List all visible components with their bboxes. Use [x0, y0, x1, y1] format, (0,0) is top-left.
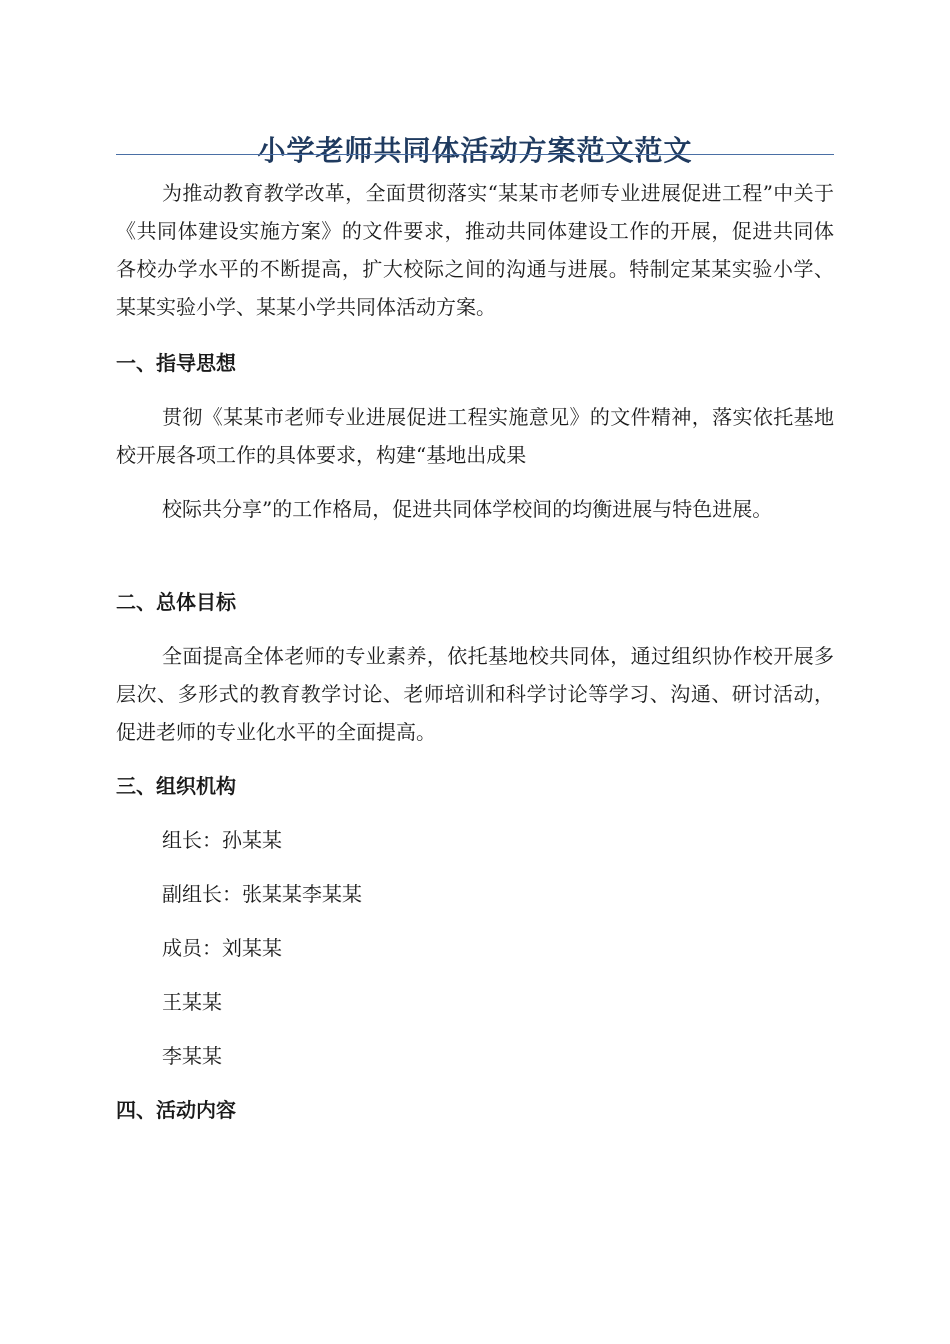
intro-paragraph: 为推动教育教学改革，全面贯彻落实“某某市老师专业进展促进工程”中关于《共同体建设实施方案》的文件要求，推动共同体建设工作的开展，促进共同体各校办学水平的不断提高，扩大校际之间的沟通与进展。特制定某某实验小学、某某实验小学、某某小学共同体活动方案。 [116, 181, 834, 319]
org-item-members: 成员：刘某某 [162, 936, 282, 960]
section-heading-overall-goal: 二、总体目标 [116, 590, 236, 614]
overall-goal-paragraph: 全面提高全体老师的专业素养，依托基地校共同体，通过组织协作校开展多层次、多形式的教育教学讨论、老师培训和科学讨论等学习、沟通、研讨活动，促进老师的专业化水平的全面提高。 [116, 644, 834, 744]
org-item-member-wang: 王某某 [162, 990, 222, 1014]
section-heading-organization: 三、组织机构 [116, 774, 236, 798]
org-item-leader: 组长：孙某某 [162, 828, 282, 852]
org-item-deputy-leader: 副组长：张某某李某某 [162, 882, 362, 906]
title-underline [116, 154, 834, 155]
guiding-thought-paragraph-1: 贯彻《某某市老师专业进展促进工程实施意见》的文件精神，落实依托基地校开展各项工作的具体要求，构建“基地出成果 [116, 405, 834, 467]
guiding-thought-paragraph-2: 校际共分享”的工作格局，促进共同体学校间的均衡进展与特色进展。 [162, 497, 773, 521]
document-title: 小学老师共同体活动方案范文范文 [257, 133, 693, 167]
section-heading-guiding-thought: 一、指导思想 [116, 351, 236, 375]
section-heading-activities: 四、活动内容 [116, 1098, 236, 1122]
org-item-member-li: 李某某 [162, 1044, 222, 1068]
document-page [116, 0, 834, 1344]
